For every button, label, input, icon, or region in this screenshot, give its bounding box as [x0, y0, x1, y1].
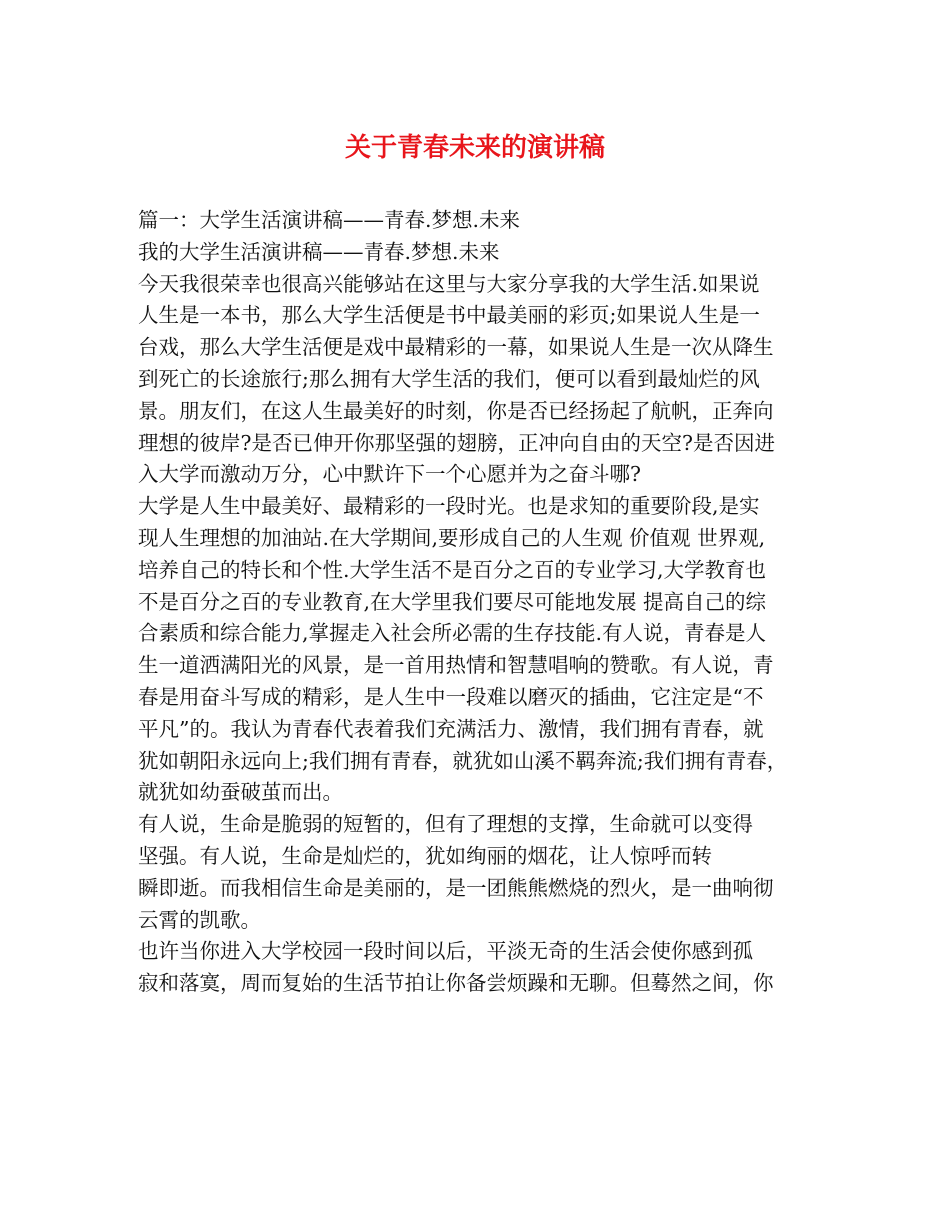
text-line: 到死亡的长途旅行;那么拥有大学生活的我们，便可以看到最灿烂的风 — [138, 366, 760, 391]
document-body — [138, 205, 828, 1000]
text-line: 瞬即逝。而我相信生命是美丽的，是一团熊熊燃烧的烈火，是一曲响彻 — [138, 875, 774, 900]
text-line: 景。朋友们，在这人生最美好的时刻，你是否已经扬起了航帆，正奔向 — [138, 398, 774, 423]
text-line: 春是用奋斗写成的精彩，是人生中一段难以磨灭的插曲，它注定是“不 — [138, 684, 764, 709]
text-line: 坚强。有人说，生命是灿烂的，犹如绚丽的烟花，让人惊呼而转 — [138, 843, 712, 868]
text-line: 云霄的凯歌。 — [138, 907, 261, 932]
text-line: 就犹如幼蚕破茧而出。 — [138, 780, 343, 805]
text-line: 合素质和综合能力,掌握走入社会所必需的生存技能.有人说，青春是人 — [138, 621, 767, 646]
text-line: 平凡”的。我认为青春代表着我们充满活力、激情，我们拥有青春，就 — [138, 716, 764, 741]
text-line: 有人说，生命是脆弱的短暂的，但有了理想的支撑，生命就可以变得 — [138, 812, 753, 837]
text-line: 理想的彼岸?是否已伸开你那坚强的翅膀，正冲向自由的天空?是否因进 — [138, 430, 775, 455]
text-line: 培养自己的特长和个性.大学生活不是百分之百的专业学习,大学教育也 — [138, 557, 767, 582]
text-line: 大学是人生中最美好、最精彩的一段时光。也是求知的重要阶段,是实 — [138, 494, 760, 519]
text-line: 篇一：大学生活演讲稿——青春.梦想.未来 — [138, 208, 521, 232]
text-line: 寂和落寞，周而复始的生活节拍让你备尝烦躁和无聊。但蓦然之间，你 — [138, 971, 774, 996]
text-line: 人生是一本书，那么大学生活便是书中最美丽的彩页;如果说人生是一 — [138, 303, 760, 328]
text-line: 生一道洒满阳光的风景，是一首用热情和智慧唱响的赞歌。有人说，青 — [138, 653, 774, 678]
text-line: 不是百分之百的专业教育,在大学里我们要尽可能地发展 提高自己的综 — [138, 589, 767, 614]
text-line: 也许当你进入大学校园一段时间以后，平淡无奇的生活会使你感到孤 — [138, 939, 753, 964]
text-line: 台戏，那么大学生活便是戏中最精彩的一幕，如果说人生是一次从降生 — [138, 335, 774, 360]
text-line: 我的大学生活演讲稿——青春.梦想.未来 — [138, 239, 500, 264]
document-title: 关于青春未来的演讲稿 — [344, 133, 605, 163]
text-line: 犹如朝阳永远向上;我们拥有青春，就犹如山溪不羁奔流;我们拥有青春， — [138, 748, 788, 773]
text-line: 入大学而激动万分，心中默许下一个心愿并为之奋斗哪? — [138, 462, 641, 487]
text-line: 现人生理想的加油站.在大学期间,要形成自己的人生观 价值观 世界观, — [138, 525, 766, 550]
text-line: 今天我很荣幸也很高兴能够站在这里与大家分享我的大学生活.如果说 — [138, 271, 760, 296]
